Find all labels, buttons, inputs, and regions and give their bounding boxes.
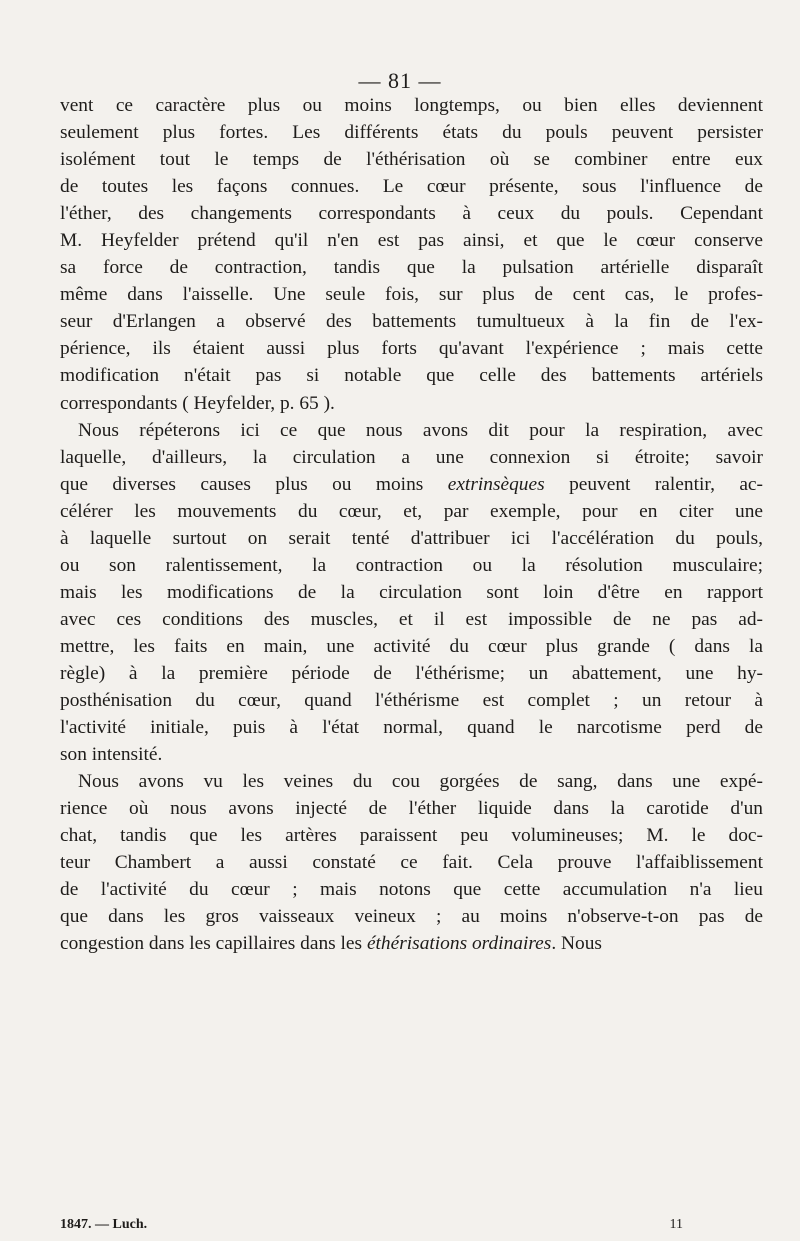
text-line: l'éther, des changements correspondants à ceux du pouls. Cependant <box>60 203 763 225</box>
body-text <box>60 92 763 958</box>
text-line: mais les modifications de la circulation sont loin d'être en rapport <box>60 581 763 603</box>
text-line: périence, ils étaient aussi plus forts qu'avant l'expérience ; mais cette <box>60 338 763 360</box>
italic-phrase: éthérisations ordinaires <box>366 933 552 955</box>
text-line: que dans les gros vaisseaux veineux ; au moins n'observe-t-on pas de <box>60 906 763 928</box>
text-line: M. Heyfelder prétend qu'il n'en est pas ainsi, et que le cœur conserve <box>60 230 763 252</box>
text-line: même dans l'aisselle. Une seule fois, sur plus de cent cas, le profes- <box>60 284 763 306</box>
text-line: son intensité. <box>60 744 163 766</box>
text-line: de l'activité du cœur ; mais notons que cette accumulation n'a lieu <box>60 879 763 901</box>
text-line: seur d'Erlangen a observé des battements tumultueux à la fin de l'ex- <box>60 311 763 333</box>
text-line: seulement plus fortes. Les différents états du pouls peuvent persister <box>60 122 763 144</box>
italic-phrase: extrinsèques <box>447 473 545 495</box>
text-line: règle) à la première période de l'éthérisme; un abattement, une hy- <box>60 662 763 684</box>
text-line: isolément tout le temps de l'éthérisation où se combiner entre eux <box>60 149 763 171</box>
text-line: modification n'était pas si notable que celle des battements artériels <box>60 365 763 387</box>
text-line: que diverses causes plus ou moins extrinsèques peuvent ralentir, ac- <box>60 473 763 495</box>
text-line: à laquelle surtout on serait tenté d'attribuer ici l'accélération du pouls, <box>60 527 763 549</box>
text-line: laquelle, d'ailleurs, la circulation a une connexion si étroite; savoir <box>60 446 763 468</box>
text-line: Nous avons vu les veines du cou gorgées de sang, dans une expé- <box>78 771 763 793</box>
text-line: mettre, les faits en main, une activité du cœur plus grande ( dans la <box>60 635 763 657</box>
text-line: avec ces conditions des muscles, et il est impossible de ne pas ad- <box>60 608 763 630</box>
text-line: congestion dans les capillaires dans les éthérisations ordinaires. Nous <box>60 933 602 955</box>
text-line: sa force de contraction, tandis que la pulsation artérielle disparaît <box>60 257 763 279</box>
text-line: ou son ralentissement, la contraction ou la résolution musculaire; <box>60 554 763 576</box>
paragraph <box>60 92 763 417</box>
text-line: chat, tandis que les artères paraissent peu volumineuses; M. le doc- <box>60 825 763 847</box>
text-line: posthénisation du cœur, quand l'éthérisme est complet ; un retour à <box>60 690 763 712</box>
footer-signature: 1847. — Luch. <box>60 1217 148 1232</box>
paragraph <box>60 768 763 957</box>
text-line: vent ce caractère plus ou moins longtemps, ou bien elles deviennent <box>60 95 763 116</box>
footer-sheet-number: 11 <box>669 1217 683 1232</box>
text-line: l'activité initiale, puis à l'état normal, quand le narcotisme perd de <box>60 717 763 739</box>
text-line: de toutes les façons connues. Le cœur présente, sous l'influence de <box>60 176 763 198</box>
text-line: rience où nous avons injecté de l'éther liquide dans la carotide d'un <box>60 798 763 820</box>
text-line: correspondants ( Heyfelder, p. 65 ). <box>60 392 335 414</box>
text-line: Nous répéterons ici ce que nous avons dit pour la respiration, avec <box>78 419 763 441</box>
text-line: célérer les mouvements du cœur, et, par exemple, pour en citer une <box>60 500 763 522</box>
text-line: teur Chambert a aussi constaté ce fait. Cela prouve l'affaiblissement <box>60 852 763 874</box>
page-footer <box>60 1217 763 1233</box>
page-number: — 81 — <box>358 68 442 93</box>
paragraph <box>60 417 763 769</box>
